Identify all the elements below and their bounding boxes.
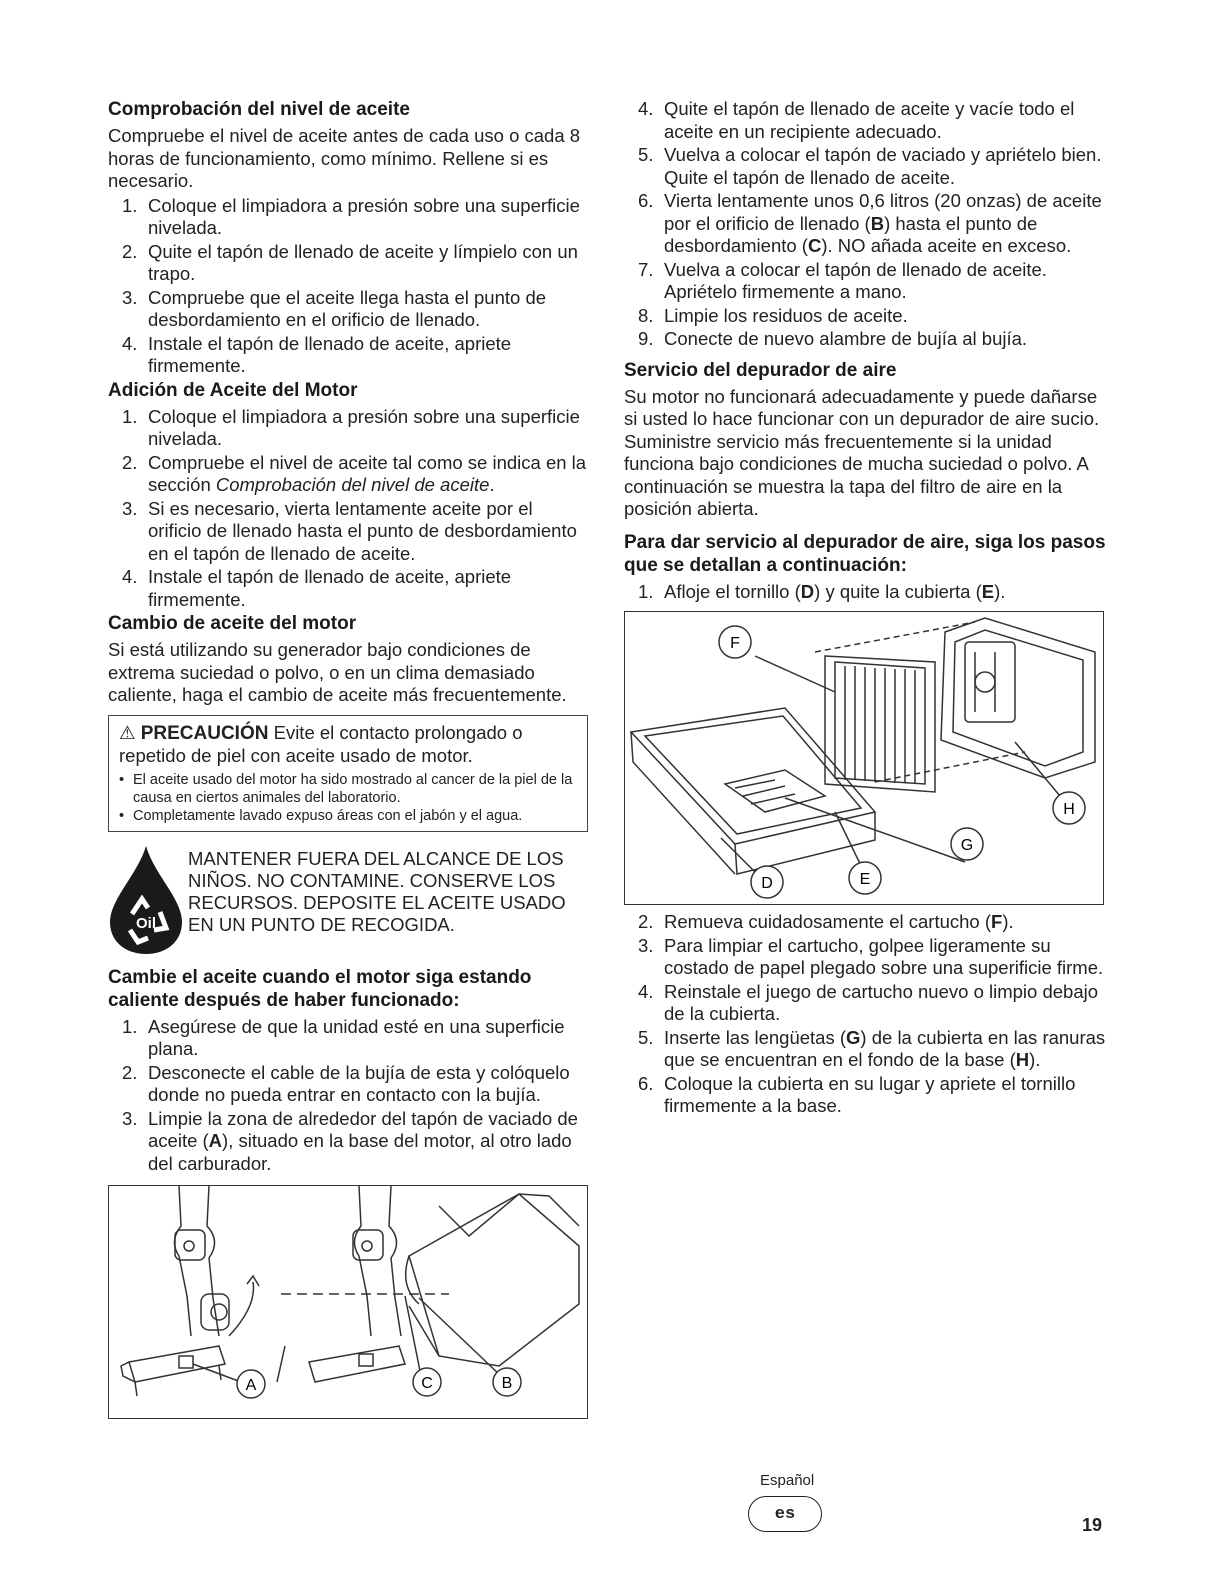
caution-heading: [119, 722, 577, 767]
list-item: • Completamente lavado expuso áreas con el jabón y el agua.: [119, 807, 577, 825]
recycle-text: MANTENER FUERA DEL ALCANCE DE LOS NIÑOS. NO CONTAMINE. CONSERVE LOS RECURSOS. DEPOSITE EL ACEITE USADO EN UN PUNTO DE RECOGIDA.: [188, 847, 566, 935]
list-item: • El aceite usado del motor ha sido mostrado al cancer de la piel de la causa en ciertos animales del laboratorio.: [119, 771, 577, 807]
list-item: 2. Desconecte el cable de la bujía de esta y colóquelo donde no pueda entrar en contacto con la bujía.: [122, 1061, 570, 1105]
list-item: 1. Asegúrese de que la unidad esté en una superficie plana.: [122, 1015, 565, 1059]
right-column: [624, 98, 1114, 1119]
list-item: 1. Coloque el limpiadora a presión sobre una superficie nivelada.: [122, 194, 580, 238]
oil-drop-recycle-icon: [108, 844, 184, 956]
left-column: [108, 98, 590, 1419]
svg-text:D: D: [761, 875, 773, 892]
figure-oil-drain: [108, 1185, 588, 1419]
list-item: 6. Vierta lentamente unos 0,6 litros (20 onzas) de aceite por el orificio de llenado (B) hasta el punto de desbordamiento (C). NO añada aceite en exceso.: [638, 190, 1102, 256]
list-item: 2. Quite el tapón de llenado de aceite y límpielo con un trapo.: [122, 240, 578, 284]
oil-label: Oil: [135, 914, 157, 932]
warning-triangle-icon: ⚠: [119, 721, 136, 743]
oil-drain-illustration: [109, 1186, 587, 1418]
list-item: 4. Reinstale el juego de cartucho nuevo o limpio debajo de la cubierta.: [638, 980, 1099, 1024]
svg-text:G: G: [960, 837, 974, 854]
add-oil-steps: [108, 406, 590, 612]
svg-text:A: A: [245, 1377, 257, 1394]
list-item: 4. Instale el tapón de llenado de aceite, apriete firmemente.: [122, 566, 512, 610]
callout-g: [951, 828, 983, 860]
change-oil-steps: [108, 1016, 590, 1176]
section-title-change-oil: Cambio de aceite del motor: [108, 613, 357, 634]
list-item: 4. Quite el tapón de llenado de aceite y vacíe todo el aceite en un recipiente adecuado.: [638, 98, 1075, 142]
svg-text:C: C: [421, 1375, 433, 1392]
caution-box: [108, 715, 588, 832]
oil-recycle-notice: [108, 844, 590, 964]
callout-h: [1053, 792, 1085, 824]
callout-e: [849, 862, 881, 894]
page-number: 19: [1082, 1515, 1103, 1535]
section-title-check-oil: Comprobación del nivel de aceite: [108, 99, 410, 120]
svg-text:H: H: [1063, 801, 1075, 818]
callout-b: [493, 1368, 521, 1396]
callout-f: [719, 626, 751, 658]
check-oil-intro: Compruebe el nivel de aceite antes de cada uso o cada 8 horas de funcionamiento, como mínimo. Rellene si es necesario.: [108, 125, 581, 191]
list-item: 3. Limpie la zona de alrededor del tapón de vaciado de aceite (A), situado en la base del motor, al otro lado del carburador.: [122, 1107, 578, 1174]
callout-a: [237, 1370, 265, 1398]
list-item: 2. Compruebe el nivel de aceite tal como se indica en la sección Comprobación del nivel de aceite.: [122, 451, 587, 495]
svg-text:F: F: [730, 635, 740, 652]
air-cleaner-intro: Su motor no funcionará adecuadamente y puede dañarse si usted lo hace funcionar con un depurador de aire sucio. Suministre servicio más frecuentemente si la unidad funciona bajo condiciones de mucha suciedad o polvo. A continuación se muestra la tapa del filtro de aire en la posición abierta.: [624, 385, 1100, 519]
list-item: 8. Limpie los residuos de aceite.: [638, 304, 908, 326]
caution-text: Evite el contacto prolongado o repetido de piel con aceite usado de motor.: [119, 721, 523, 766]
figure-air-cleaner: [624, 611, 1104, 905]
list-item: 5. Inserte las lengüetas (G) de la cubierta en las ranuras que se encuentran en el fondo de la base (H).: [638, 1026, 1106, 1070]
footer-language: Español: [760, 1472, 815, 1489]
list-item: 7. Vuelva a colocar el tapón de llenado de aceite. Apriételo firmemente a mano.: [638, 258, 1047, 302]
list-item: 2. Remueva cuidadosamente el cartucho (F).: [638, 911, 1014, 932]
section-title-add-oil: Adición de Aceite del Motor: [108, 379, 358, 401]
list-item: 1. Afloje el tornillo (D) y quite la cubierta (E).: [638, 580, 1006, 602]
list-item: 5. Vuelva a colocar el tapón de vaciado y apriételo bien. Quite el tapón de llenado de aceite.: [638, 144, 1102, 188]
change-oil-intro: Si está utilizando su generador bajo condiciones de extrema suciedad o polvo, o en un clima demasiado caliente, haga el cambio de aceite más frecuentemente.: [108, 639, 567, 705]
caution-word: PRECAUCIÓN: [140, 722, 269, 744]
svg-text:E: E: [859, 871, 871, 888]
caution-bullets: [119, 771, 577, 825]
list-item: 9. Conecte de nuevo alambre de bujía al bujía.: [638, 328, 1028, 349]
language-badge: es: [748, 1496, 822, 1532]
list-item: 1. Coloque el limpiadora a presión sobre una superficie nivelada.: [122, 405, 580, 449]
air-cleaner-steps: [624, 581, 1114, 604]
callout-d: [751, 866, 783, 898]
air-cleaner-illustration: [625, 612, 1103, 904]
list-item: 6. Coloque la cubierta en su lugar y apriete el tornillo firmemente a la base.: [638, 1072, 1076, 1116]
callout-c: [413, 1368, 441, 1396]
list-item: 4. Instale el tapón de llenado de aceite, apriete firmemente.: [122, 332, 512, 376]
list-item: 3. Para limpiar el cartucho, golpee ligeramente su costado de papel plegado sobre una superificie firme.: [638, 934, 1104, 978]
list-item: 3. Si es necesario, vierta lentamente aceite por el orificio de llenado hasta el punto de desbordamiento en el tapón de llenado de aceite.: [122, 497, 577, 564]
change-oil-steps-continued: [624, 98, 1114, 351]
svg-text:B: B: [501, 1375, 513, 1392]
list-item: 3. Compruebe que el aceite llega hasta el punto de desbordamiento en el orificio de llenado.: [122, 286, 547, 330]
section-title-air-cleaner-steps: Para dar servicio al depurador de aire, siga los pasos que se detallan a continuación:: [624, 531, 1106, 576]
air-cleaner-steps-continued: [624, 911, 1114, 1118]
section-title-air-cleaner: Servicio del depurador de aire: [624, 359, 897, 381]
check-oil-steps: [108, 195, 590, 378]
section-title-change-hot: Cambie el aceite cuando el motor siga estando caliente después de haber funcionado:: [108, 966, 532, 1011]
